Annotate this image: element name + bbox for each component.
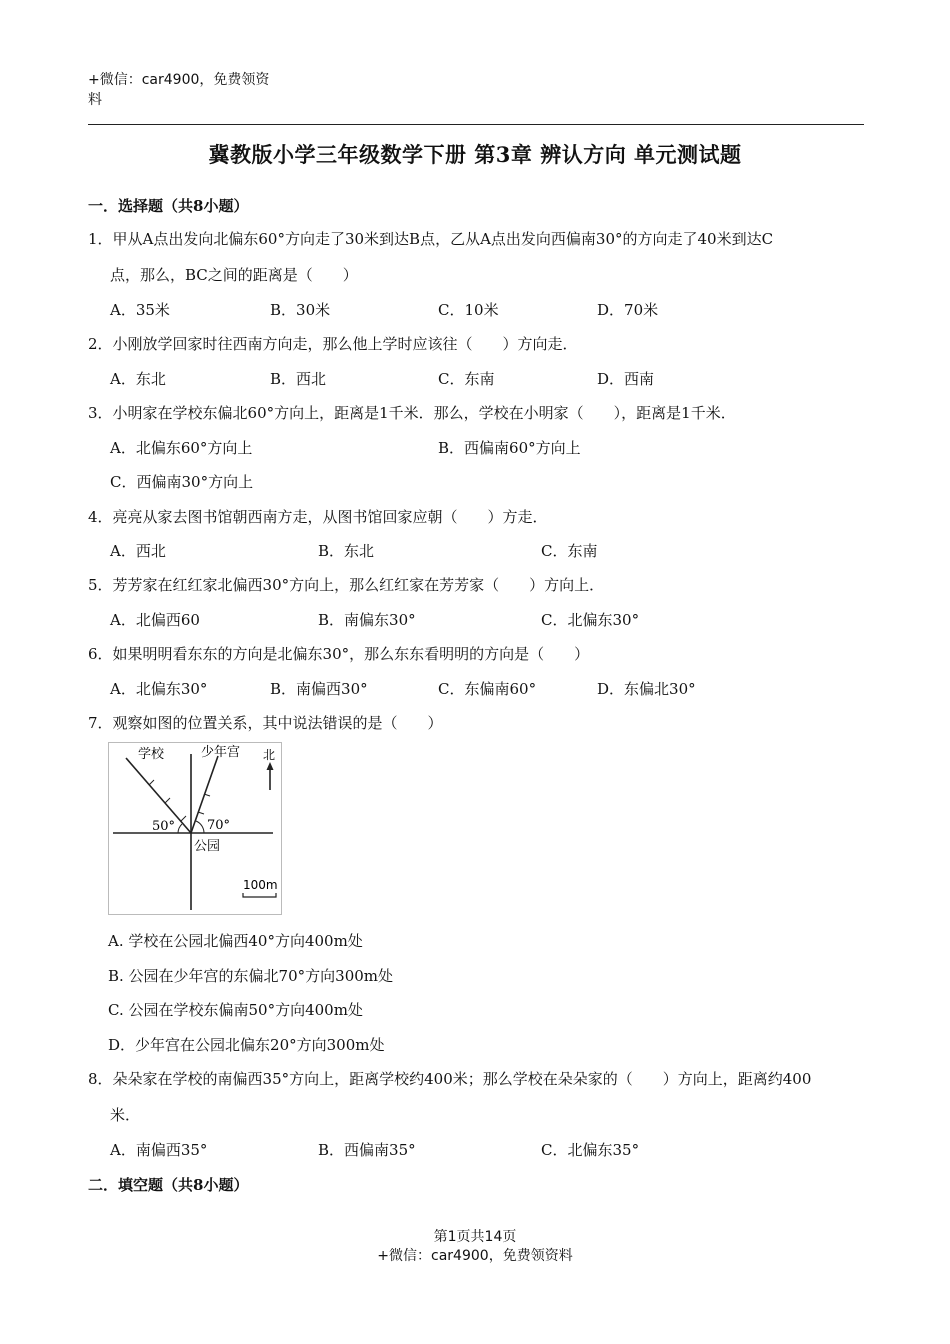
header-rule bbox=[88, 124, 864, 125]
option-c[interactable]: C．东偏南60° bbox=[438, 680, 537, 698]
question-5 bbox=[88, 574, 868, 596]
question-text: 朵朵家在学校的南偏西35°方向上，距离学校约400米；那么学校在朵朵家的（ ）方向上，距离约400 bbox=[112, 1070, 812, 1088]
question-number: 8． bbox=[88, 1070, 113, 1088]
option-b[interactable]: B. 公园在少年宫的东偏北70°方向300m处 bbox=[108, 967, 394, 985]
option-a[interactable]: A．西北 bbox=[110, 542, 166, 560]
option-b[interactable]: B．西北 bbox=[270, 370, 327, 388]
label-park: 公园 bbox=[194, 839, 221, 854]
question-number: 3． bbox=[88, 404, 113, 422]
question-number: 4． bbox=[88, 508, 113, 526]
option-a[interactable]: A. 学校在公园北偏西40°方向400m处 bbox=[108, 932, 363, 950]
option-a[interactable]: A．东北 bbox=[110, 370, 166, 388]
option-c[interactable]: C．北偏东30° bbox=[541, 611, 640, 629]
question-1 bbox=[88, 228, 868, 250]
option-a[interactable]: A．北偏东30° bbox=[110, 680, 208, 698]
option-c[interactable]: C．10米 bbox=[438, 301, 499, 319]
question-3 bbox=[88, 402, 868, 424]
section-heading-fill: 二．填空题（共8小题） bbox=[88, 1176, 249, 1194]
question-4 bbox=[88, 506, 868, 528]
option-a[interactable]: A．南偏西35° bbox=[110, 1141, 208, 1159]
option-d[interactable]: D．70米 bbox=[597, 301, 659, 319]
question-text: 亮亮从家去图书馆朝西南方走，从图书馆回家应朝（ ）方走． bbox=[112, 508, 548, 526]
option-b[interactable]: B．西偏南35° bbox=[318, 1141, 416, 1159]
label-school: 学校 bbox=[138, 747, 165, 762]
option-c[interactable]: C．西偏南30°方向上 bbox=[110, 473, 254, 491]
header-watermark bbox=[88, 70, 288, 110]
label-angle-right: 70° bbox=[207, 818, 231, 833]
section-heading-choice: 一．选择题（共8小题） bbox=[88, 197, 249, 215]
question-text: 甲从A点出发向北偏东60°方向走了30米到达B点，乙从A点出发向西偏南30°的方向走了40米到达C bbox=[112, 230, 774, 248]
option-c[interactable]: C. 公园在学校东偏南50°方向400m处 bbox=[108, 1001, 363, 1019]
question-8 bbox=[88, 1068, 868, 1090]
option-b[interactable]: B．南偏东30° bbox=[318, 611, 416, 629]
option-b[interactable]: B．30米 bbox=[270, 301, 331, 319]
option-d[interactable]: D．少年宫在公园北偏东20°方向300m处 bbox=[108, 1036, 385, 1054]
option-d[interactable]: D．西南 bbox=[597, 370, 655, 388]
option-a[interactable]: A．北偏西60 bbox=[110, 611, 200, 629]
question-text: 小刚放学回家时往西南方向走，那么他上学时应该往（ ）方向走． bbox=[112, 335, 578, 353]
label-north: 北 bbox=[263, 748, 276, 762]
header-line-1: +微信：car4900，免费领资 bbox=[88, 72, 270, 88]
option-c[interactable]: C．北偏东35° bbox=[541, 1141, 640, 1159]
footer-page-number: 第1页共14页 bbox=[433, 1229, 517, 1245]
question-text: 芳芳家在红红家北偏西30°方向上，那么红红家在芳芳家（ ）方向上． bbox=[112, 576, 605, 594]
option-a[interactable]: A．北偏东60°方向上 bbox=[110, 439, 253, 457]
label-angle-left: 50° bbox=[152, 819, 176, 834]
question-text: 观察如图的位置关系，其中说法错误的是（ ） bbox=[112, 714, 443, 732]
question-1-cont: 点，那么，BC之间的距离是（ ） bbox=[110, 266, 358, 284]
option-b[interactable]: B．南偏西30° bbox=[270, 680, 368, 698]
label-palace: 少年宫 bbox=[201, 745, 241, 760]
question-8-cont: 米． bbox=[110, 1106, 141, 1124]
option-b[interactable]: B．西偏南60°方向上 bbox=[438, 439, 581, 457]
option-d[interactable]: D．东偏北30° bbox=[597, 680, 696, 698]
header-line-2: 料 bbox=[88, 92, 102, 108]
question-number: 1． bbox=[88, 230, 113, 248]
question-number: 7． bbox=[88, 714, 113, 732]
question-number: 5． bbox=[88, 576, 113, 594]
question-number: 6． bbox=[88, 645, 113, 663]
footer-watermark: +微信：car4900，免费领资料 bbox=[377, 1248, 573, 1264]
option-c[interactable]: C．东南 bbox=[541, 542, 598, 560]
page-title: 冀教版小学三年级数学下册 第3章 辨认方向 单元测试题 bbox=[208, 142, 742, 167]
question-number: 2． bbox=[88, 335, 113, 353]
question-text: 小明家在学校东偏北60°方向上，距离是1千米．那么，学校在小明家（ ），距离是1千米． bbox=[112, 404, 736, 422]
question-2 bbox=[88, 333, 868, 355]
question-7 bbox=[88, 712, 868, 734]
question-text: 如果明明看东东的方向是北偏东30°，那么东东看明明的方向是（ ） bbox=[112, 645, 590, 663]
option-a[interactable]: A．35米 bbox=[110, 301, 170, 319]
label-scale: 100m bbox=[243, 878, 278, 892]
option-c[interactable]: C．东南 bbox=[438, 370, 495, 388]
position-diagram bbox=[108, 742, 282, 915]
option-b[interactable]: B．东北 bbox=[318, 542, 375, 560]
question-6 bbox=[88, 643, 868, 665]
